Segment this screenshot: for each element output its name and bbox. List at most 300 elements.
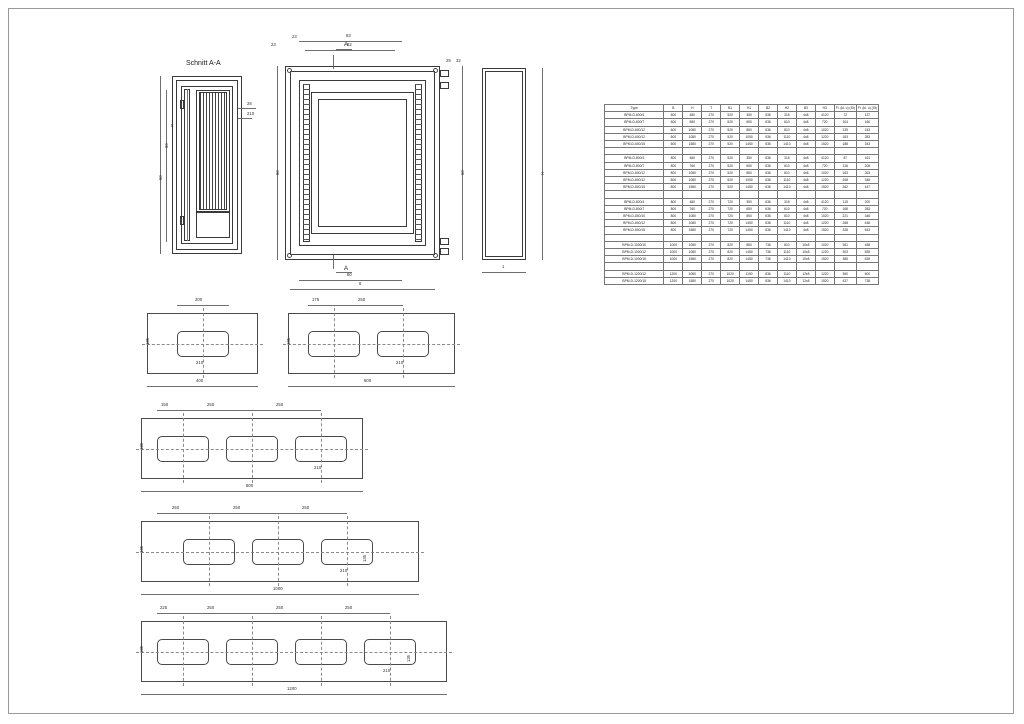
table-cell: 270 [702, 277, 721, 284]
table-separator-cell [664, 234, 683, 241]
table-cell: 1200 [664, 270, 683, 277]
table-cell: 315 [777, 155, 796, 162]
table-separator-cell [834, 263, 856, 270]
table-row [605, 256, 879, 263]
table-separator-cell [721, 191, 740, 198]
table-separator-cell [664, 263, 683, 270]
table-cell: BPM-D-600/12 [605, 126, 664, 133]
plate-600-dim-250: 250 [358, 297, 366, 302]
table-cell: 520 [721, 184, 740, 191]
plate-800-centerline-v2 [252, 413, 253, 483]
table-cell: 650 [740, 119, 759, 126]
table-cell: 1450 [740, 184, 759, 191]
plate-800-dim-250b-line [252, 410, 321, 411]
table-cell: 208 [834, 177, 856, 184]
table-cell: BPM-D-600/12 [605, 133, 664, 140]
table-cell: 636 [759, 155, 778, 162]
section-cut-mark-top [333, 55, 334, 69]
table-cell: 343 [856, 141, 878, 148]
plate-1000-dim-250c-line [278, 513, 347, 514]
table-separator-cell [759, 148, 778, 155]
plate-1200-centerline-v1 [183, 616, 184, 686]
table-cell: 4x8 [796, 198, 815, 205]
table-separator-cell [796, 234, 815, 241]
section-dim-28: 28 [247, 101, 252, 106]
plate-1200-dim-250c-line [321, 613, 390, 614]
table-cell: 1580 [683, 141, 702, 148]
front-dim-right-line [462, 66, 463, 260]
table-cell: 270 [702, 249, 721, 256]
table-cell: 1110 [777, 177, 796, 184]
table-cell: 1080 [683, 270, 702, 277]
table-cell: 1410 [777, 277, 796, 284]
table-cell: 385 [834, 256, 856, 263]
table-cell: 12x8 [796, 270, 815, 277]
table-cell: 636 [759, 198, 778, 205]
plate-1000-centerline-v2 [278, 516, 279, 586]
table-cell: 820 [721, 249, 740, 256]
table-cell: BPM-D-1000/10 [605, 241, 664, 248]
table-cell: 1450 [740, 220, 759, 227]
plate-800-dim-210: 210 [314, 465, 322, 470]
table-cell: BPM-D-600/4 [605, 112, 664, 119]
section-lower-compartment [196, 212, 230, 238]
table-cell: 270 [702, 112, 721, 119]
table-cell: 1220 [815, 133, 834, 140]
table-cell: 520 [721, 119, 740, 126]
plate-1000-dim-inner-v: 135 [362, 555, 367, 562]
table-separator-cell [777, 234, 796, 241]
table-cell: 1580 [683, 277, 702, 284]
table-cell: 480 [683, 155, 702, 162]
section-dim-50a: 50 [164, 143, 169, 148]
front-corner-fixing-br [433, 253, 438, 258]
plate-600-centerline-v2 [403, 308, 404, 378]
table-cell: BPM-D-800/12 [605, 177, 664, 184]
table-header-cell: Fl. (kl. u) (St) [857, 106, 877, 110]
table-cell: 736 [759, 256, 778, 263]
front-corner-fixing-tl [287, 68, 292, 73]
table-cell: 1080 [683, 241, 702, 248]
table-cell: 720 [721, 213, 740, 220]
table-cell: 1110 [777, 133, 796, 140]
section-leader-210 [238, 118, 252, 119]
table-cell: 1520 [815, 256, 834, 263]
table-cell: 270 [702, 205, 721, 212]
table-cell: 1580 [683, 227, 702, 234]
table-cell: 1580 [683, 184, 702, 191]
table-cell: 800 [664, 184, 683, 191]
table-cell: 4x8 [796, 169, 815, 176]
table-cell: 850 [740, 241, 759, 248]
front-lug-bottom-right [440, 238, 449, 245]
table-header-cell: B [664, 105, 683, 112]
table-cell: 536 [759, 119, 778, 126]
front-dim-50v: 50 [275, 170, 280, 175]
table-cell: 636 [759, 177, 778, 184]
table-separator-cell [777, 191, 796, 198]
table-cell: 1050 [740, 177, 759, 184]
plate-600-dim-135: 135 [286, 338, 291, 345]
table-cell: 520 [721, 177, 740, 184]
side-dim-bottom-line [482, 272, 526, 273]
table-separator-cell [740, 234, 759, 241]
plate-400-dim-bottom-line [147, 386, 258, 387]
table-cell: 1410 [777, 227, 796, 234]
table-cell: 820 [721, 256, 740, 263]
plate-800-dim-150: 150 [161, 402, 169, 407]
table-cell: 1080 [683, 220, 702, 227]
table-header-cell: B2 [759, 105, 778, 112]
table-cell: 243 [856, 126, 878, 133]
table-cell: 636 [759, 227, 778, 234]
front-dim-8: 8 [359, 281, 362, 286]
section-hinge-bottom [180, 216, 184, 225]
table-cell: 4x8 [796, 141, 815, 148]
table-separator-cell [759, 234, 778, 241]
plate-600-dim-175-line [308, 305, 334, 306]
table-row [605, 133, 879, 140]
side-dim-h: H [540, 171, 545, 175]
table-separator-cell [834, 148, 856, 155]
plate-800-dim-135: 135 [139, 443, 144, 450]
front-dim-23: 23 [271, 42, 276, 47]
table-cell: 4120 [815, 112, 834, 119]
table-group-separator [605, 191, 879, 198]
table-separator-cell [605, 191, 664, 198]
front-dim-bottom-line-2 [290, 289, 435, 290]
table-cell: 1020 [815, 169, 834, 176]
table-separator-cell [777, 263, 796, 270]
table-cell: 1450 [740, 256, 759, 263]
plate-400-dim-135: 135 [145, 338, 150, 345]
front-lug-top-right-2 [440, 82, 449, 89]
table-separator-cell [683, 234, 702, 241]
table-cell: 270 [702, 270, 721, 277]
table-header-row [605, 105, 879, 112]
table-cell: 720 [721, 227, 740, 234]
plate-800-centerline-v3 [321, 413, 322, 483]
table-cell: 4120 [815, 198, 834, 205]
plate-800-dim-250a-line [183, 410, 252, 411]
table-header-cell: H2 [777, 105, 796, 112]
section-label: Schnitt A-A [186, 60, 221, 67]
plate-1200-dim-250b: 250 [276, 605, 284, 610]
table-cell: 1220 [815, 220, 834, 227]
table-cell: 600 [664, 126, 683, 133]
table-header-cell: H1 [740, 105, 759, 112]
table-cell: 163 [834, 169, 856, 176]
side-inner-outline [485, 71, 523, 257]
table-cell: 1520 [815, 227, 834, 234]
table-separator-cell [721, 234, 740, 241]
front-dim-82-line [305, 50, 395, 51]
plate-1000-dim-250a-line [157, 513, 209, 514]
table-cell: 283 [856, 133, 878, 140]
table-cell: 520 [721, 112, 740, 119]
plate-1200-dim-225: 225 [160, 605, 168, 610]
front-corner-fixing-tr [433, 68, 438, 73]
table-cell: 10x8 [796, 256, 815, 263]
table-row [605, 119, 879, 126]
table-cell: 536 [759, 141, 778, 148]
table-separator-cell [777, 148, 796, 155]
table-cell: 610 [777, 119, 796, 126]
table-cell: 480 [683, 198, 702, 205]
plate-1200-dim-250a-line [183, 613, 252, 614]
table-cell: 270 [702, 227, 721, 234]
table-cell: 270 [702, 241, 721, 248]
table-header-cell: T [702, 105, 721, 112]
table-cell: BPM-D-800/15 [605, 184, 664, 191]
table-cell: 600 [664, 141, 683, 148]
table-cell: 1450 [740, 141, 759, 148]
table-cell: 360 [834, 270, 856, 277]
table-row [605, 141, 879, 148]
table-cell: 270 [702, 256, 721, 263]
table-separator-cell [796, 148, 815, 155]
table-cell: 350 [740, 155, 759, 162]
table-cell: 137 [856, 112, 878, 119]
plate-1200-centerline-v4 [390, 616, 391, 686]
table-cell: 270 [702, 213, 721, 220]
table-cell: 543 [856, 227, 878, 234]
table-cell: 480 [683, 112, 702, 119]
table-cell: 720 [815, 162, 834, 169]
table-row [605, 249, 879, 256]
table-cell: 636 [759, 213, 778, 220]
plate-1000-centerline-v3 [347, 516, 348, 586]
table-separator-cell [815, 148, 834, 155]
table-cell: 1080 [683, 169, 702, 176]
table-separator-cell [702, 234, 721, 241]
table-cell: BPM-D-1000/15 [605, 256, 664, 263]
plate-400-centerline-h [142, 344, 263, 345]
front-dim-32: 32 [456, 58, 461, 63]
table-cell: 345 [856, 177, 878, 184]
table-cell: 800 [664, 213, 683, 220]
table-cell: 361 [834, 241, 856, 248]
table-cell: 1110 [777, 220, 796, 227]
table-cell: 600 [856, 270, 878, 277]
table-cell: 4x8 [796, 184, 815, 191]
table-cell: 447 [856, 184, 878, 191]
table-cell: 270 [702, 184, 721, 191]
table-separator-cell [796, 263, 815, 270]
table-cell: 4x8 [796, 112, 815, 119]
plate-800-dim-250b: 250 [276, 402, 284, 407]
section-cut-mark-bottom [333, 255, 334, 269]
table-cell: 1080 [683, 177, 702, 184]
table-cell: 1520 [815, 184, 834, 191]
table-row [605, 126, 879, 133]
plate-800-centerline-h [136, 449, 368, 450]
table-cell: 270 [702, 169, 721, 176]
section-equipment-frame [196, 90, 230, 212]
table-cell: 738 [856, 277, 878, 284]
table-separator-cell [664, 191, 683, 198]
side-dim-1: 1 [502, 264, 505, 269]
table-cell: 850 [740, 169, 759, 176]
table-cell: 520 [721, 126, 740, 133]
table-cell: BPM-D-800/4 [605, 198, 664, 205]
plate-800-dim-bottom-line [141, 491, 363, 492]
table-separator-cell [605, 148, 664, 155]
plate-1200-centerline-v3 [321, 616, 322, 686]
table-cell: 104 [834, 119, 856, 126]
table-cell: 1200 [664, 277, 683, 284]
table-cell: 1150 [740, 270, 759, 277]
table-cell: 610 [777, 162, 796, 169]
table-cell: 760 [683, 205, 702, 212]
table-group-separator [605, 234, 879, 241]
table-cell: 836 [759, 270, 778, 277]
table-cell: BPM-D-800/15 [605, 227, 664, 234]
table-cell: 600 [664, 119, 683, 126]
table-cell: 1410 [777, 184, 796, 191]
table-row [605, 241, 879, 248]
table-separator-cell [605, 263, 664, 270]
table-header-cell: B3 [796, 105, 815, 112]
table-group-separator [605, 263, 879, 270]
table-cell: 800 [664, 177, 683, 184]
table-separator-cell [815, 191, 834, 198]
table-separator-cell [683, 148, 702, 155]
table-cell: 262 [834, 184, 856, 191]
table-cell: 720 [721, 205, 740, 212]
table-row [605, 155, 879, 162]
table-separator-cell [702, 191, 721, 198]
table-cell: BPM-D-800/12 [605, 169, 664, 176]
table-cell: 448 [856, 220, 878, 227]
plate-400-centerline-v [203, 308, 204, 378]
plate-1000-dim-1000: 1000 [273, 586, 283, 591]
table-cell: 600 [664, 112, 683, 119]
table-cell: 1410 [777, 141, 796, 148]
table-cell: 1080 [683, 126, 702, 133]
table-separator-cell [702, 263, 721, 270]
plate-1200-centerline-h [136, 652, 452, 653]
table-separator-cell [856, 191, 878, 198]
table-cell: 639 [856, 256, 878, 263]
front-dim-80: 80 [347, 272, 352, 277]
table-cell: 160 [856, 119, 878, 126]
table-cell: 810 [777, 241, 796, 248]
table-row [605, 213, 879, 220]
table-cell: BPM-D-800/7 [605, 205, 664, 212]
section-dim-left-line [166, 90, 167, 242]
table-header-cell: H [683, 105, 702, 112]
plate-1200-dim-135: 135 [139, 646, 144, 653]
table-cell: 1410 [777, 256, 796, 263]
table-separator-cell [605, 234, 664, 241]
table-cell: 270 [702, 162, 721, 169]
table-cell: BPM-D-800/10 [605, 213, 664, 220]
table-cell: 1520 [815, 141, 834, 148]
section-leader-28 [238, 108, 256, 109]
plate-600-dim-175: 175 [312, 297, 320, 302]
table-cell: 850 [740, 213, 759, 220]
section-dim-50b: 50 [158, 175, 163, 180]
table-cell: 4120 [815, 155, 834, 162]
plate-1000-centerline-v1 [209, 516, 210, 586]
table-separator-cell [856, 148, 878, 155]
table-separator-cell [796, 191, 815, 198]
table-cell: BPM-D-800/12 [605, 220, 664, 227]
table-cell: 350 [740, 198, 759, 205]
table-cell: BPM-D-1200/15 [605, 277, 664, 284]
table-cell: 1110 [777, 270, 796, 277]
table-cell: 580 [683, 119, 702, 126]
table-separator-cell [740, 191, 759, 198]
table-cell: 1080 [683, 249, 702, 256]
front-mounting-plate [318, 99, 407, 227]
table-cell: 810 [777, 169, 796, 176]
front-dim-23b: 23 [292, 34, 297, 39]
table-cell: 800 [664, 220, 683, 227]
table-cell: 139 [834, 126, 856, 133]
table-cell: 536 [759, 126, 778, 133]
table-row [605, 270, 879, 277]
table-cell: 270 [702, 141, 721, 148]
table-separator-cell [702, 148, 721, 155]
table-cell: 520 [721, 169, 740, 176]
table-cell: 270 [702, 220, 721, 227]
plate-1200-dim-250a: 250 [207, 605, 215, 610]
table-cell: 270 [702, 155, 721, 162]
table-cell: 720 [721, 220, 740, 227]
table-cell: 4x8 [796, 162, 815, 169]
front-corner-fixing-bl [287, 253, 292, 258]
front-dim-83: 83 [346, 33, 351, 38]
section-dim-210: 210 [247, 111, 255, 116]
table-row [605, 220, 879, 227]
table-row [605, 198, 879, 205]
table-cell: 163 [834, 133, 856, 140]
plate-1000-dim-250c: 250 [302, 505, 310, 510]
table-cell: 1520 [815, 277, 834, 284]
table-cell: 12x8 [796, 277, 815, 284]
table-cell: 1020 [815, 126, 834, 133]
table-cell: 4x8 [796, 220, 815, 227]
table-separator-cell [856, 234, 878, 241]
table-cell: 1220 [815, 177, 834, 184]
table-cell: 800 [664, 162, 683, 169]
table-separator-cell [740, 148, 759, 155]
table-cell: 4x8 [796, 126, 815, 133]
table-cell: 736 [759, 249, 778, 256]
table-cell: 283 [856, 205, 878, 212]
table-separator-cell [683, 191, 702, 198]
front-lug-bottom-right-2 [440, 248, 449, 255]
table-cell: 836 [759, 277, 778, 284]
table-cell: 720 [815, 205, 834, 212]
table-cell: 116 [834, 162, 856, 169]
table-cell: 87 [834, 155, 856, 162]
table-cell: 1020 [815, 213, 834, 220]
table-cell: 520 [721, 133, 740, 140]
front-lug-top-right [440, 70, 449, 77]
front-dim-82: 82 [347, 42, 352, 47]
table-separator-cell [740, 263, 759, 270]
table-row [605, 169, 879, 176]
table-cell: 800 [664, 198, 683, 205]
table-cell: 1450 [740, 249, 759, 256]
table-cell: 270 [702, 133, 721, 140]
table-separator-cell [815, 263, 834, 270]
table-separator-cell [834, 234, 856, 241]
table-cell: 1020 [721, 270, 740, 277]
